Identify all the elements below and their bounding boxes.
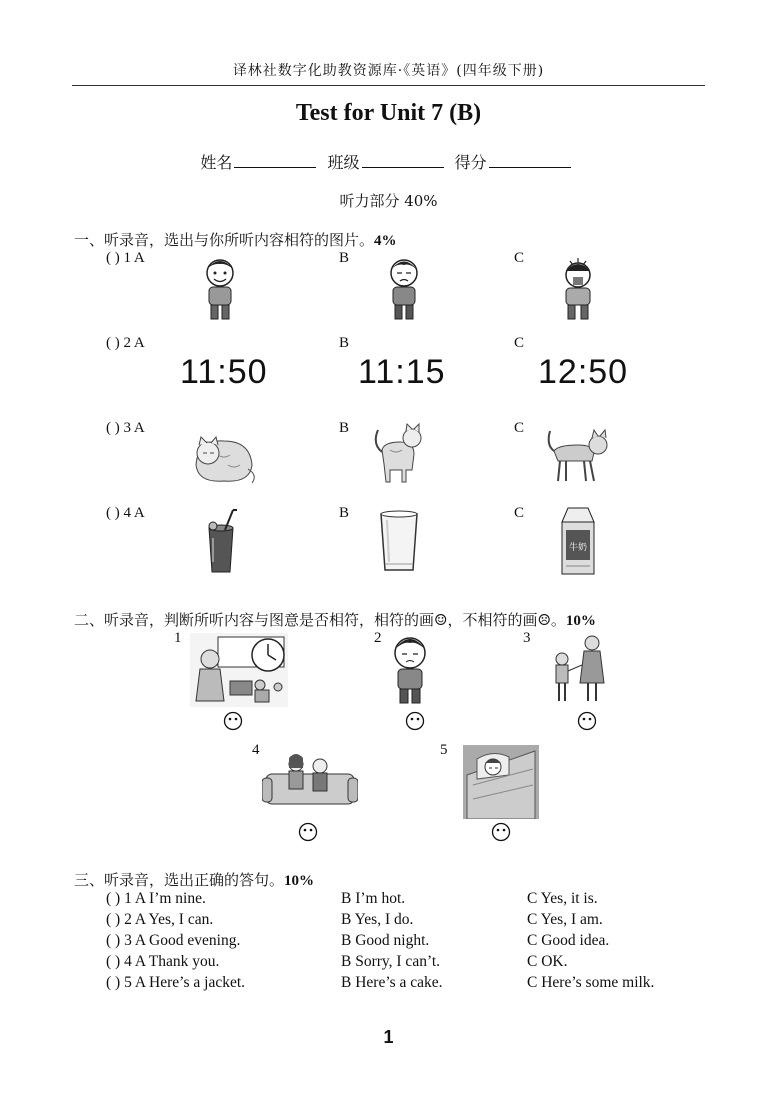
s3-q4-option-a: ( ) 4 A Thank you. [106,953,220,970]
juice-glass-picture [203,508,239,576]
section2-heading: 二、听录音，判断所听内容与图意是否相符，相符的画☺，不相符的画☹。10% [74,611,596,629]
q2-label: ( ) 2 A [106,335,145,351]
s2-number-4: 4 [252,742,260,758]
face-circle-4[interactable] [298,822,318,842]
s3-q2-option-a: ( ) 2 A Yes, I can. [106,911,214,928]
score-label: 得分 [454,153,487,172]
s3-q3-option-c: C Good idea. [527,932,610,949]
page-number: 1 [383,1027,394,1047]
empty-glass-picture [377,508,421,574]
q4-option-c: C [514,505,525,521]
time-option-c: 12:50 [538,353,629,391]
s3-q4-option-b: B Sorry, I can’t. [341,953,441,970]
section1-heading: 一、听录音，选出与你所听内容相符的图片。4% [74,231,397,249]
milk-carton-picture [554,504,600,576]
girl-in-bed-picture [463,745,539,819]
s2-number-3: 3 [523,630,531,646]
time-option-a: 11:50 [180,353,268,391]
q1-option-b: B [339,250,350,266]
boy-tired-picture [382,255,426,321]
s3-q1-option-b: B I’m hot. [341,890,406,907]
s3-q5-option-c: C Here’s some milk. [527,974,655,991]
q4-option-b: B [339,505,350,521]
section3-heading: 三、听录音，选出正确的答句。10% [74,871,315,889]
cat-standing-picture [368,420,424,488]
header-rule [72,85,705,86]
face-circle-5[interactable] [491,822,511,842]
q3-label: ( ) 3 A [106,420,145,436]
boy-sleepy-picture [386,633,434,705]
kids-sofa-picture [262,748,358,808]
name-label: 姓名 [200,153,233,172]
face-circle-2[interactable] [405,711,425,731]
s3-q2-option-b: B Yes, I do. [341,911,414,928]
s3-q3-option-b: B Good night. [341,932,430,949]
time-option-b: 11:15 [358,353,446,391]
face-circle-1[interactable] [223,711,243,731]
s3-q2-option-c: C Yes, I am. [527,911,603,928]
name-blank[interactable] [234,153,316,168]
q1-label: ( ) 1 A [106,250,145,266]
q1-option-c: C [514,250,525,266]
class-label: 班级 [327,153,360,172]
student-info-row [0,150,777,173]
q4-label: ( ) 4 A [106,505,145,521]
s3-q4-option-c: C OK. [527,953,568,970]
q2-option-b: B [339,335,350,351]
face-circle-3[interactable] [577,711,597,731]
s3-q5-option-a: ( ) 5 A Here’s a jacket. [106,974,246,991]
s2-number-5: 5 [440,742,448,758]
page-header: 译林社数字化助教资源库·《英语》(四年级下册) [232,63,545,79]
s3-q3-option-a: ( ) 3 A Good evening. [106,932,241,949]
classroom-clock-picture [190,633,288,707]
s3-q1-option-c: C Yes, it is. [527,890,598,907]
q2-option-c: C [514,335,525,351]
q3-option-c: C [514,420,525,436]
score-blank[interactable] [489,153,571,168]
page-title: Test for Unit 7 (B) [295,100,482,126]
cat-walking-picture [544,425,610,487]
class-blank[interactable] [362,153,444,168]
boy-cold-picture [556,255,600,321]
listening-part-title: 听力部分 40% [339,192,438,210]
s3-q5-option-b: B Here’s a cake. [341,974,443,991]
s3-q1-option-a: ( ) 1 A I’m nine. [106,890,206,907]
boy-happy-picture [196,255,244,321]
cat-sleeping-picture [188,425,260,487]
q3-option-b: B [339,420,350,436]
s2-number-2: 2 [374,630,382,646]
mother-son-picture [548,633,612,705]
s2-number-1: 1 [174,630,182,646]
svg-text:牛奶: 牛奶 [568,543,588,553]
